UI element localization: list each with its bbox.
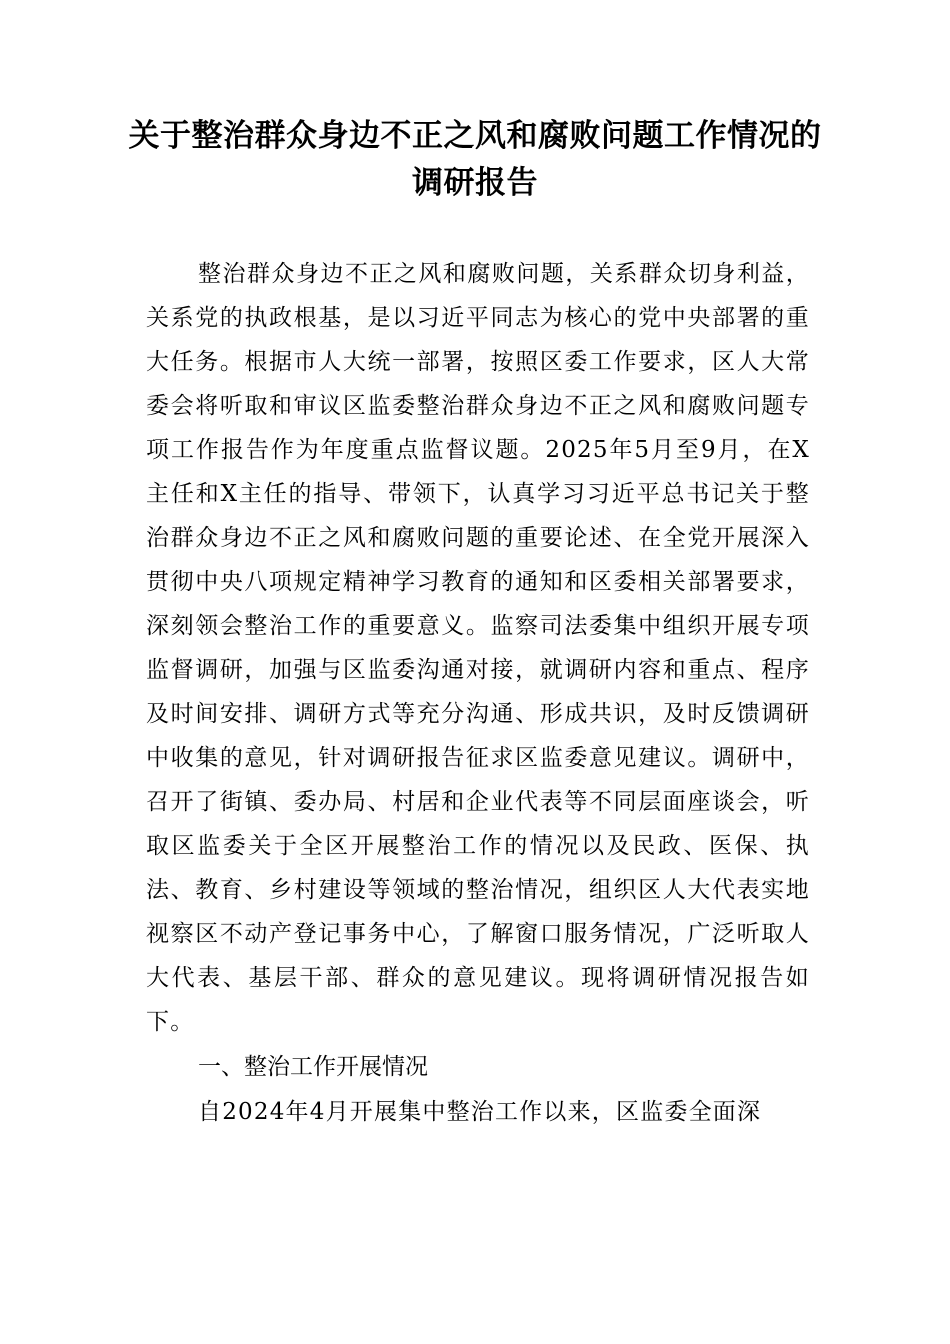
section-heading: 一、整治工作开展情况 [198,1054,428,1080]
document-title: 关于整治群众身边不正之风和腐败问题工作情况的调研报告 [128,118,822,201]
document-body [146,252,810,1134]
intro-paragraph: 整治群众身边不正之风和腐败问题，关系群众切身利益，关系党的执政根基，是以习近平同志为核心的党中央部署的重大任务。根据市人大统一部署，按照区委工作要求，区人大常委会将听取和审议区监委整治群众身边不正之风和腐败问题专项工作报告作为年度重点监督议题。2025年5月至9月，在X主任和X主任的指导、带领下，认真学习习近平总书记关于整治群众身边不正之风和腐败问题的重要论述、在全党开展深入贯彻中央八项规定精神学习教育的通知和区委相关部署要求，深刻领会整治工作的重要意义。监察司法委集中组织开展专项监督调研，加强与区监委沟通对接，就调研内容和重点、程序及时间安排、调研方式等充分沟通、形成共识，及时反馈调研中收集的意见，针对调研报告征求区监委意见建议。调研中，召开了街镇、委办局、村居和企业代表等不同层面座谈会，听取区监委关于全区开展整治工作的情况以及民政、医保、执法、教育、乡村建设等领域的整治情况，组织区人大代表实地视察区不动产登记事务中心，了解窗口服务情况，广泛听取人大代表、基层干部、群众的意见建议。现将调研情况报告如下。 [146,261,810,1035]
section-paragraph: 自2024年4月开展集中整治工作以来，区监委全面深 [198,1099,762,1125]
